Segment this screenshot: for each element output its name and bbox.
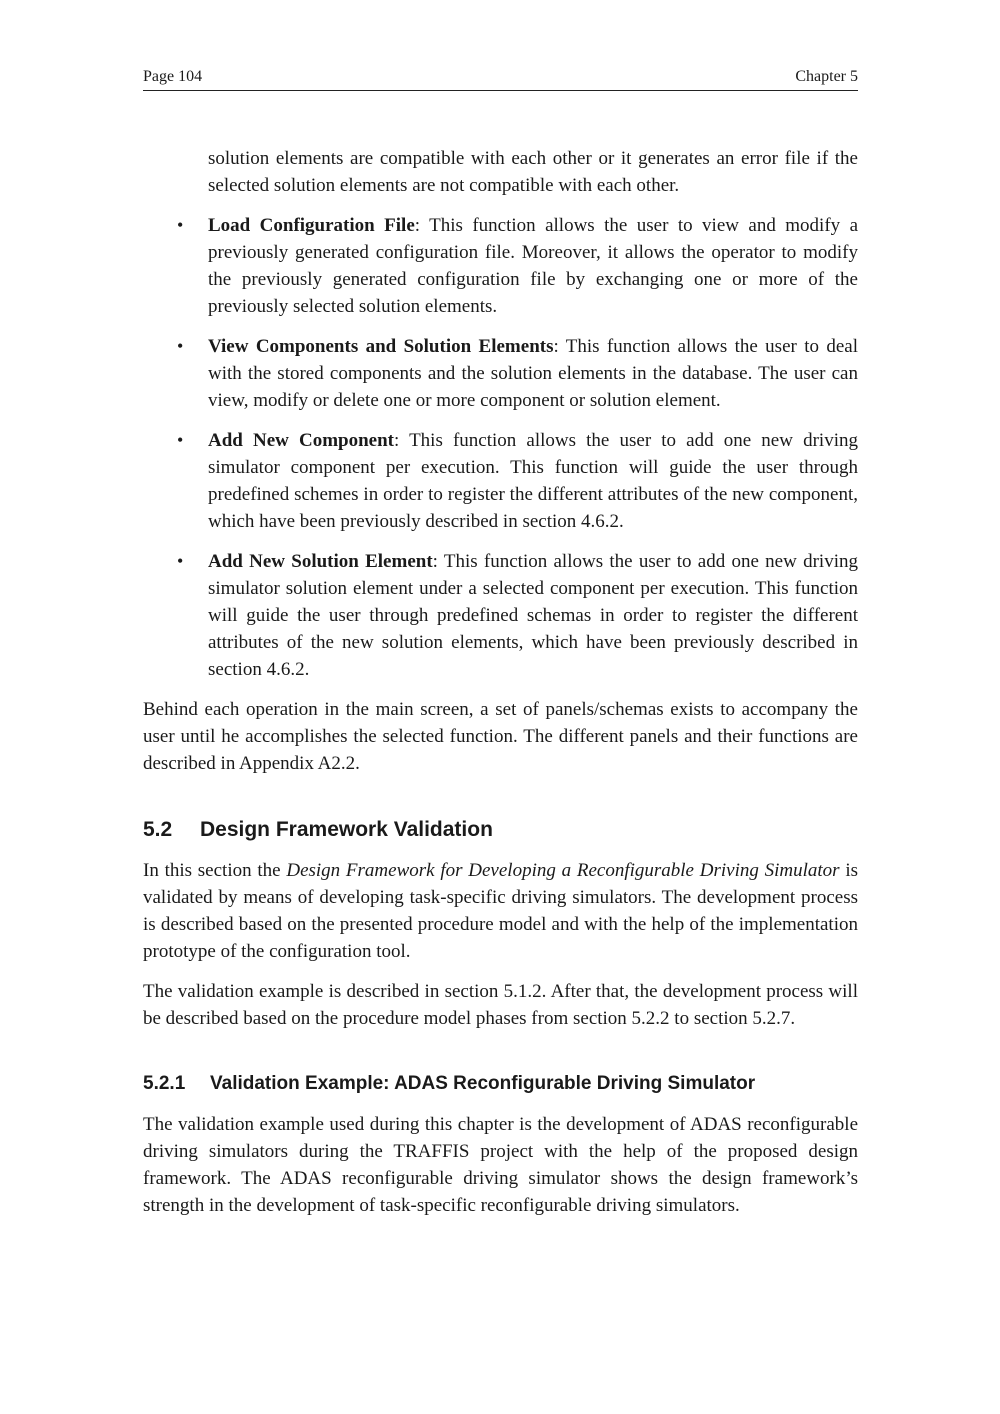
list-item-term: Add New Solution Element (208, 551, 433, 572)
bullet-icon: • (177, 430, 184, 450)
section-paragraph: The validation example is described in section 5.1.2. After that, the development process will be described based on the procedure model phases from section 5.2.2 to section 5.2.7. (143, 981, 858, 1029)
list-item-text: : This function allows the user to add one new driving simulator solution element under a selected component per execution. This function will guide the user through predefined schemas in order to register the different attributes of the new solution elements, which have been previously described in section 4.6.2. (208, 551, 858, 680)
list-item (177, 212, 859, 320)
list-item (177, 333, 858, 414)
list-item-text: : This function allows the user to add one new driving simulator component per execution. This function will guide the user through predefined schemes in order to register the different attributes of the new component, which have been previously described in section 4.6.2. (208, 430, 858, 532)
paragraph-after-list: Behind each operation in the main screen, a set of panels/schemas exists to accompany the user until he accomplishes the selected function. The different panels and their functions are described in Appendix A2.2. (143, 699, 858, 774)
list-item-term: View Components and Solution Elements (208, 336, 554, 357)
section-title: Design Framework Validation (200, 818, 493, 841)
subsection-heading (143, 1072, 858, 1096)
list-item-term: Add New Component (208, 430, 394, 451)
list-item-text: : This function allows the user to deal with the stored components and the solution elements in the database. The user can view, modify or delete one or more component or solution element. (208, 336, 858, 411)
bullet-icon: • (177, 551, 184, 571)
intro-continuation: solution elements are compatible with each other or it generates an error file if the selected solution elements are not compatible with each other. (208, 148, 858, 196)
list-item (177, 548, 858, 683)
body-text (143, 145, 858, 1219)
paragraph-rest: is validated by means of developing task-specific driving simulators. The development process is described based on the presented procedure model and with the help of the implementation prototype of the configuration tool. (143, 860, 858, 962)
subsection-paragraph: The validation example used during this chapter is the development of ADAS reconfigurable driving simulators during the TRAFFIS project with the help of the proposed design framework. The ADAS reconfigurable driving simulator shows the design framework’s strength in the development of task-specific reconfigurable driving simulators. (143, 1114, 858, 1216)
list-item-text: : This function allows the user to view and modify a previously generated configuration file. Moreover, it allows the operator to modify the previously generated configuration file by exchanging one or more of the previously selected solution elements. (208, 215, 859, 317)
list-item-term: Load Configuration File (208, 215, 415, 236)
section-number: 5.2 (143, 818, 173, 841)
function-list (143, 212, 858, 683)
subsection-number: 5.2.1 (143, 1073, 186, 1094)
running-header (143, 66, 858, 91)
paragraph-lead: In this section the (143, 860, 287, 881)
bullet-icon: • (177, 215, 184, 235)
section-heading (143, 817, 858, 843)
list-item (177, 427, 858, 535)
bullet-icon: • (177, 336, 184, 356)
section-paragraph (143, 857, 858, 965)
page-number: Page 104 (143, 68, 203, 85)
chapter-label: Chapter 5 (795, 68, 858, 85)
framework-title: Design Framework for Developing a Reconfigurable Driving Simulator (286, 860, 840, 881)
subsection-title: Validation Example: ADAS Reconfigurable Driving Simulator (210, 1073, 756, 1094)
